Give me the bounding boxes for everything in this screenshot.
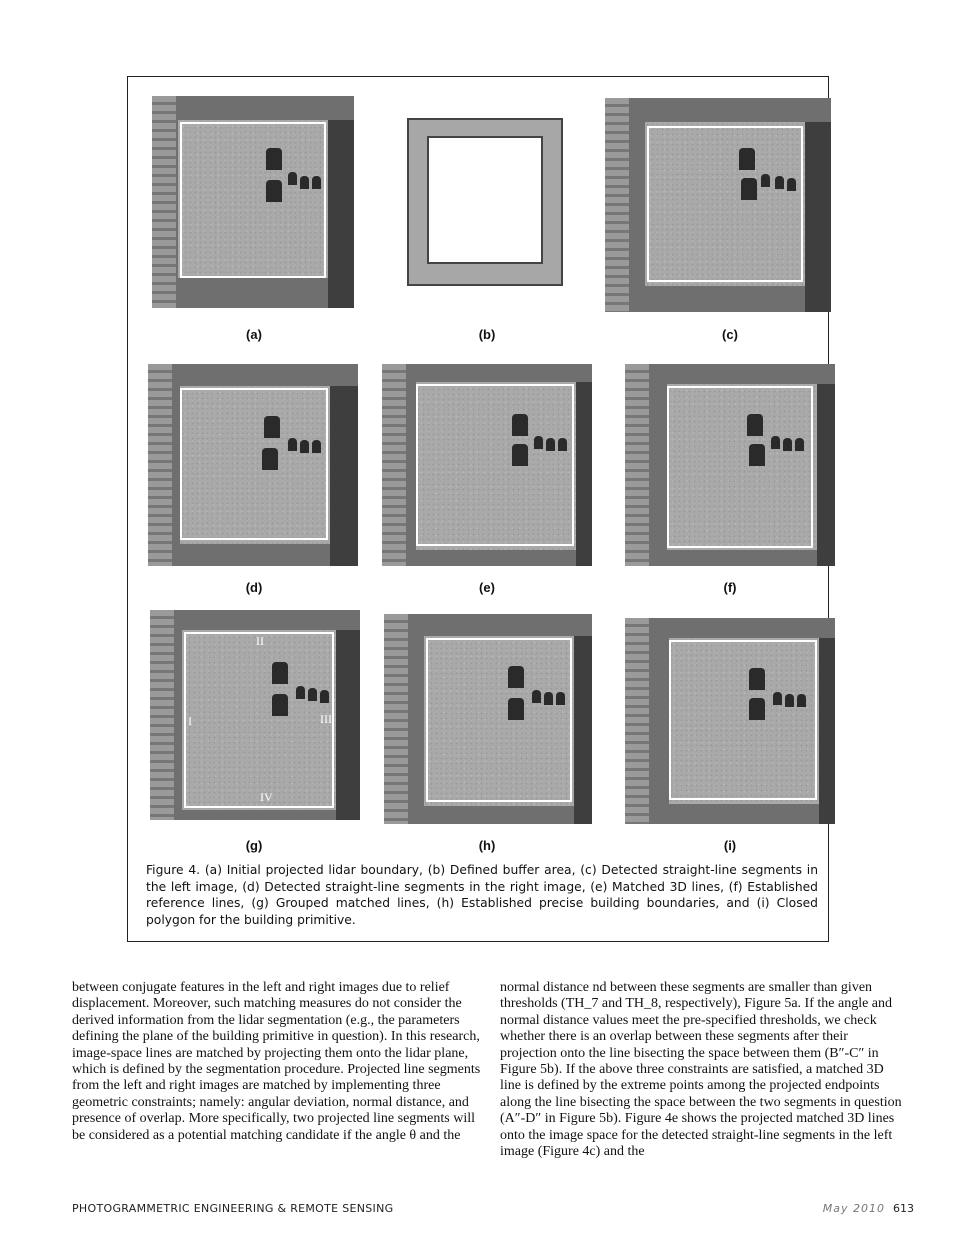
journal-name: PHOTOGRAMMETRIC ENGINEERING & REMOTE SENSING: [72, 1202, 394, 1215]
figure-caption: Figure 4. (a) Initial projected lidar boundary, (b) Defined buffer area, (c) Detected straight-line segments in the left image, (d) Detected straight-line segments in the right image, (e) Matched 3D lines, (f) Established reference lines, (g) Grouped matched lines, (h) Established precise building boundaries, and (i) Closed polygon for the building primitive.: [146, 863, 818, 927]
body-right-column: [500, 980, 906, 1160]
panel-label-d: (d): [245, 580, 263, 595]
body-right-paragraph: normal distance nd between these segments are smaller than given thresholds (TH_7 and TH_8, respectively), Figure 5a. If the angle and normal distance values meet the pre-specified thresholds, we check whether there is an overlap between these segments after their projection onto the line bisecting the space between them (B″-C″ in Figure 5b). If the above three constraints are satisfied, a matched 3D line is defined by the extreme points among the projected endpoints along the line bisecting the space between the two segments in question (A″-D″ in Figure 5b). Figure 4e shows the projected matched 3D lines onto the image space for the detected straight-line segments in the left image (Figure 4c) and the: [500, 980, 902, 1160]
panel-h-image: [384, 614, 592, 824]
panel-label-g: (g): [245, 838, 263, 853]
panel-label-b: (b): [478, 327, 496, 342]
panel-g-image: [150, 610, 360, 820]
roman-label-i: I: [188, 714, 192, 728]
panel-e-image: [382, 364, 592, 566]
page-footer-right: [823, 1202, 914, 1215]
panel-label-f: (f): [723, 580, 737, 595]
page-number: 613: [893, 1202, 914, 1215]
panel-label-i: (i): [723, 838, 737, 853]
roman-label-ii: II: [256, 634, 264, 648]
panel-label-e: (e): [479, 580, 495, 595]
panel-b-image: [395, 108, 575, 290]
panel-label-c: (c): [722, 327, 738, 342]
body-left-paragraph: between conjugate features in the left and right images due to relief displacement. Moreover, such matching measures do not consider the derived information from the lidar segmentation (e.g., the parameters defining the plane of the building primitive in question). In this research, image-space lines are matched by projecting them onto the lidar plane, which is defined by the segmentation procedure. Projected line segments from the left and right images are matched by implementing three geometric constraints; namely: angular deviation, normal distance, and presence of overlap. More specifically, two projected line segments will be considered as a potential matching candidate if the angle θ and the: [72, 980, 481, 1143]
roman-label-iv: IV: [260, 790, 273, 804]
panel-i-image: [625, 618, 835, 824]
panel-c-image: [605, 98, 831, 312]
roman-label-iii: III: [320, 712, 332, 726]
panel-f-image: [625, 364, 835, 566]
panel-label-h: (h): [478, 838, 496, 853]
panel-a-image: [152, 96, 354, 308]
panel-label-a: (a): [246, 327, 262, 342]
body-left-column: [72, 980, 482, 1144]
issue-date: May 2010: [822, 1202, 885, 1215]
panel-d-image: [148, 364, 358, 566]
